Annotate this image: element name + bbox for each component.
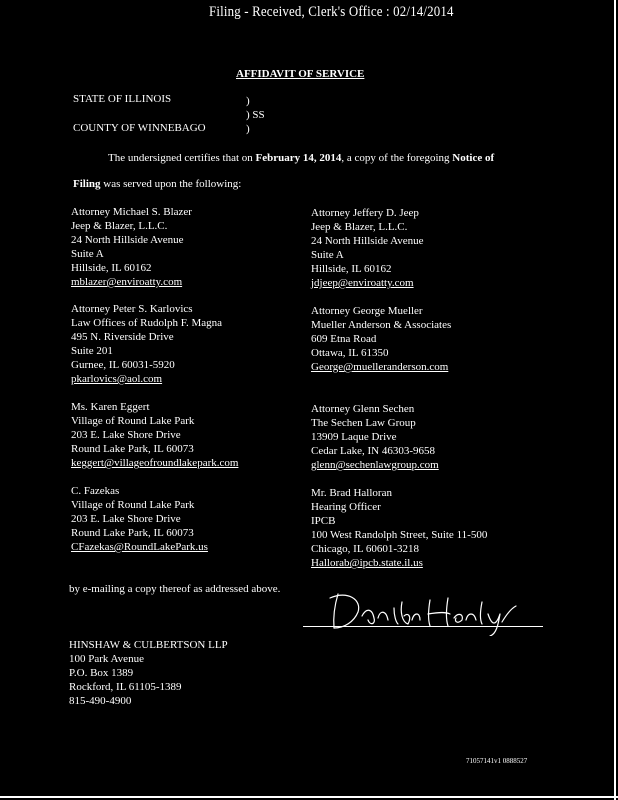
venue-county: COUNTY OF WINNEBAGO [73, 122, 206, 134]
firm-address-line: Rockford, IL 61105-1389 [69, 681, 182, 693]
certification-text-b: , a copy of the foregoing [341, 152, 453, 164]
signature-strokes [330, 594, 516, 636]
recipient-line: Law Offices of Rudolph F. Magna [71, 317, 223, 329]
recipient-line: 24 North Hillside Avenue [71, 234, 184, 246]
recipient-line: Gurnee, IL 60031-5920 [71, 359, 175, 371]
recipient-email[interactable]: George@muelleranderson.com [311, 361, 449, 373]
page-edge-bottom [0, 796, 618, 798]
venue-paren-1: ) [246, 95, 250, 107]
service-date: February 14, 2014 [255, 152, 342, 164]
recipient-email[interactable]: pkarlovics@aol.com [71, 373, 163, 385]
recipient-line: Hearing Officer [311, 501, 381, 513]
recipient-line: Cedar Lake, IN 46303-9658 [311, 445, 436, 457]
recipient-email[interactable]: keggert@villageofroundlakepark.com [71, 457, 239, 469]
recipient-line: 24 North Hillside Avenue [311, 235, 424, 247]
recipient-eggert [71, 400, 238, 470]
page-edge-right [614, 0, 616, 800]
recipient-line: Attorney Michael S. Blazer [71, 206, 192, 218]
recipient-fazekas [71, 484, 208, 554]
firm-phone: 815-490-4900 [69, 695, 132, 707]
signature-line [303, 626, 543, 627]
recipient-line: Village of Round Lake Park [71, 499, 195, 511]
venue-ss: ) SS [246, 109, 265, 121]
firm-name: HINSHAW & CULBERTSON LLP [69, 639, 228, 651]
certification-line-2 [73, 177, 241, 191]
recipient-line: 100 West Randolph Street, Suite 11-500 [311, 529, 488, 541]
recipient-line: IPCB [311, 515, 336, 527]
recipient-line: 609 Etna Road [311, 333, 377, 345]
recipient-email[interactable]: Hallorab@ipcb.state.il.us [311, 557, 423, 569]
recipient-line: Suite 201 [71, 345, 113, 357]
firm-block [69, 638, 228, 708]
filing-label: Filing [73, 178, 101, 190]
recipient-jeep [311, 206, 424, 290]
recipient-line: 203 E. Lake Shore Drive [71, 513, 181, 525]
recipient-blazer [71, 205, 192, 289]
recipient-line: Round Lake Park, IL 60073 [71, 443, 194, 455]
recipient-line: Chicago, IL 60601-3218 [311, 543, 420, 555]
recipient-line: Suite A [311, 249, 344, 261]
recipient-line: Ms. Karen Eggert [71, 401, 150, 413]
recipient-mueller [311, 304, 451, 374]
recipient-line: Suite A [71, 248, 104, 260]
recipient-line: 13909 Laque Drive [311, 431, 397, 443]
recipient-line: Round Lake Park, IL 60073 [71, 527, 194, 539]
recipient-line: Attorney George Mueller [311, 305, 423, 317]
venue-state: STATE OF ILLINOIS [73, 93, 172, 105]
recipient-email[interactable]: glenn@sechenlawgroup.com [311, 459, 439, 471]
recipient-line: Attorney Peter S. Karlovics [71, 303, 193, 315]
recipient-line: Ottawa, IL 61350 [311, 347, 389, 359]
firm-address-line: 100 Park Avenue [69, 653, 144, 665]
recipient-line: Hillside, IL 60162 [71, 262, 152, 274]
notice-label: Notice of [452, 152, 495, 164]
certification-text-c: was served upon the following: [100, 178, 242, 190]
recipient-line: Jeep & Blazer, L.L.C. [71, 220, 168, 232]
recipient-sechen [311, 402, 439, 472]
document-title: AFFIDAVIT OF SERVICE [236, 68, 365, 80]
recipient-email[interactable]: CFazekas@RoundLakePark.us [71, 541, 208, 553]
filing-stamp: Filing - Received, Clerk's Office : 02/14/2014 [209, 4, 454, 20]
recipient-line: Village of Round Lake Park [71, 415, 195, 427]
recipient-line: C. Fazekas [71, 485, 120, 497]
certification-text-a: The undersigned certifies that on [108, 152, 256, 164]
document-id: 71057141v1 0888527 [466, 757, 528, 765]
recipient-line: The Sechen Law Group [311, 417, 416, 429]
recipient-email[interactable]: mblazer@enviroatty.com [71, 276, 183, 288]
certification-line-1 [108, 151, 494, 165]
recipient-line: Attorney Jeffery D. Jeep [311, 207, 419, 219]
venue-paren-3: ) [246, 123, 250, 135]
recipient-line: Hillside, IL 60162 [311, 263, 392, 275]
recipient-line: Jeep & Blazer, L.L.C. [311, 221, 408, 233]
recipient-halloran [311, 486, 487, 570]
recipient-line: 203 E. Lake Shore Drive [71, 429, 181, 441]
firm-address-line: P.O. Box 1389 [69, 667, 134, 679]
recipient-line: Attorney Glenn Sechen [311, 403, 415, 415]
recipient-line: Mr. Brad Halloran [311, 487, 392, 499]
recipient-line: 495 N. Riverside Drive [71, 331, 174, 343]
recipient-email[interactable]: jdjeep@enviroatty.com [311, 277, 414, 289]
recipient-line: Mueller Anderson & Associates [311, 319, 452, 331]
recipient-karlovics [71, 302, 222, 386]
service-method: by e-mailing a copy thereof as addressed above. [69, 583, 281, 595]
signature [300, 586, 550, 636]
